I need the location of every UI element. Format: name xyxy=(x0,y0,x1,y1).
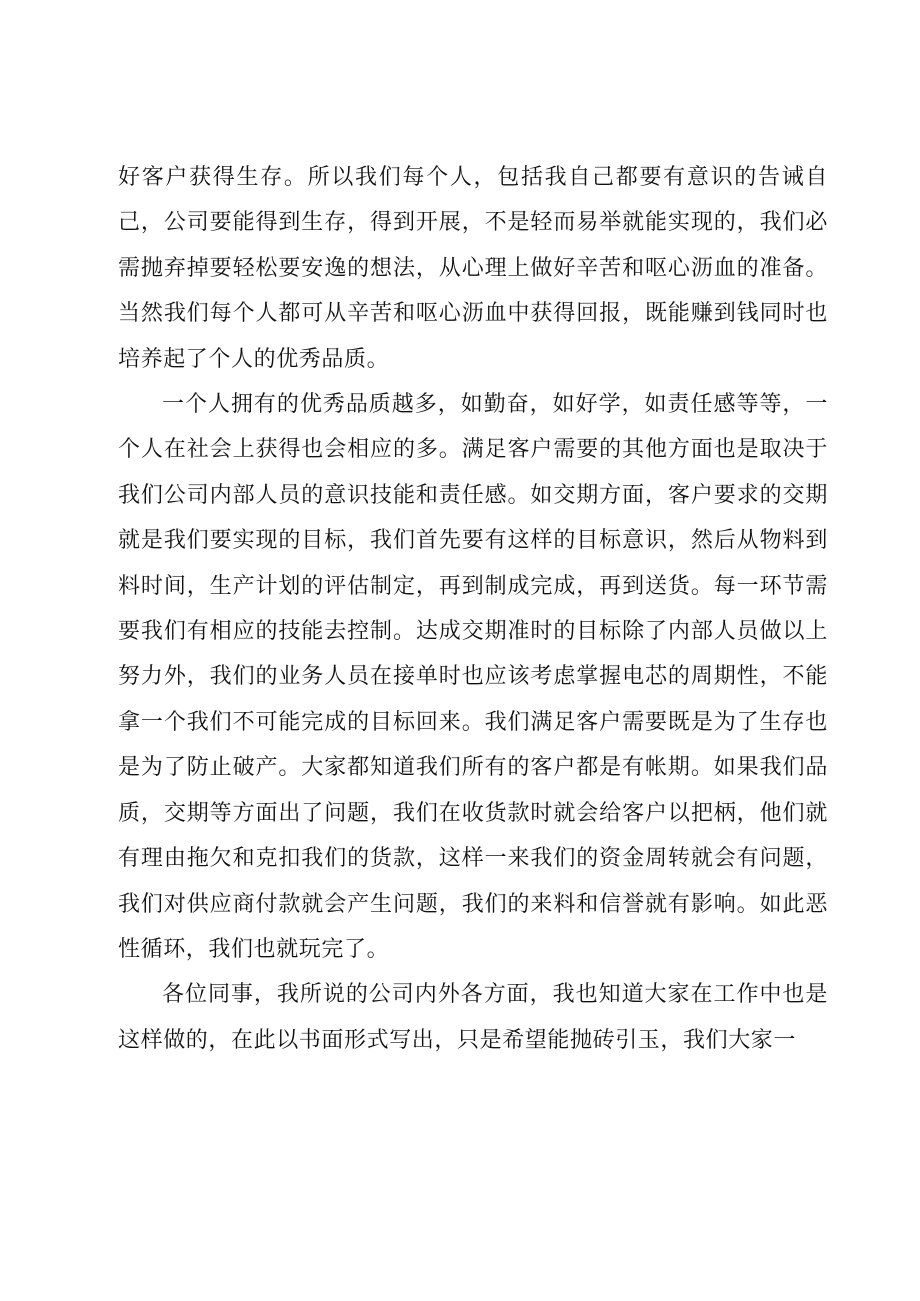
paragraph-2: 一个人拥有的优秀品质越多，如勤奋，如好学，如责任感等等，一个人在社会上获得也会相应的多。满足客户需要的其他方面也是取决于我们公司内部人员的意识技能和责任感。如交期方面，客户要求的交期就是我们要实现的目标，我们首先要有这样的目标意识，然后从物料到料时间，生产计划的评估制定，再到制成完成，再到送货。每一环节需要我们有相应的技能去控制。达成交期准时的目标除了内部人员做以上努力外，我们的业务人员在接单时也应该考虑掌握电芯的周期性，不能拿一个我们不可能完成的目标回来。我们满足客户需要既是为了生存也是为了防止破产。大家都知道我们所有的客户都是有帐期。如果我们品质，交期等方面出了问题，我们在收货款时就会给客户以把柄，他们就有理由拖欠和克扣我们的货款，这样一来我们的资金周转就会有问题，我们对供应商付款就会产生问题，我们的来料和信誉就有影响。如此恶性循环，我们也就玩完了。 xyxy=(118,392,828,962)
document-body xyxy=(118,155,828,1063)
paragraph-3: 各位同事，我所说的公司内外各方面，我也知道大家在工作中也是这样做的，在此以书面形式写出，只是希望能抛砖引玉，我们大家一 xyxy=(118,982,828,1053)
paragraph-1: 好客户获得生存。所以我们每个人，包括我自己都要有意识的告诫自己，公司要能得到生存，得到开展，不是轻而易举就能实现的，我们必需抛弃掉要轻松要安逸的想法，从心理上做好辛苦和呕心沥血的准备。当然我们每个人都可从辛苦和呕心沥血中获得回报，既能赚到钱同时也培养起了个人的优秀品质。 xyxy=(118,165,828,372)
